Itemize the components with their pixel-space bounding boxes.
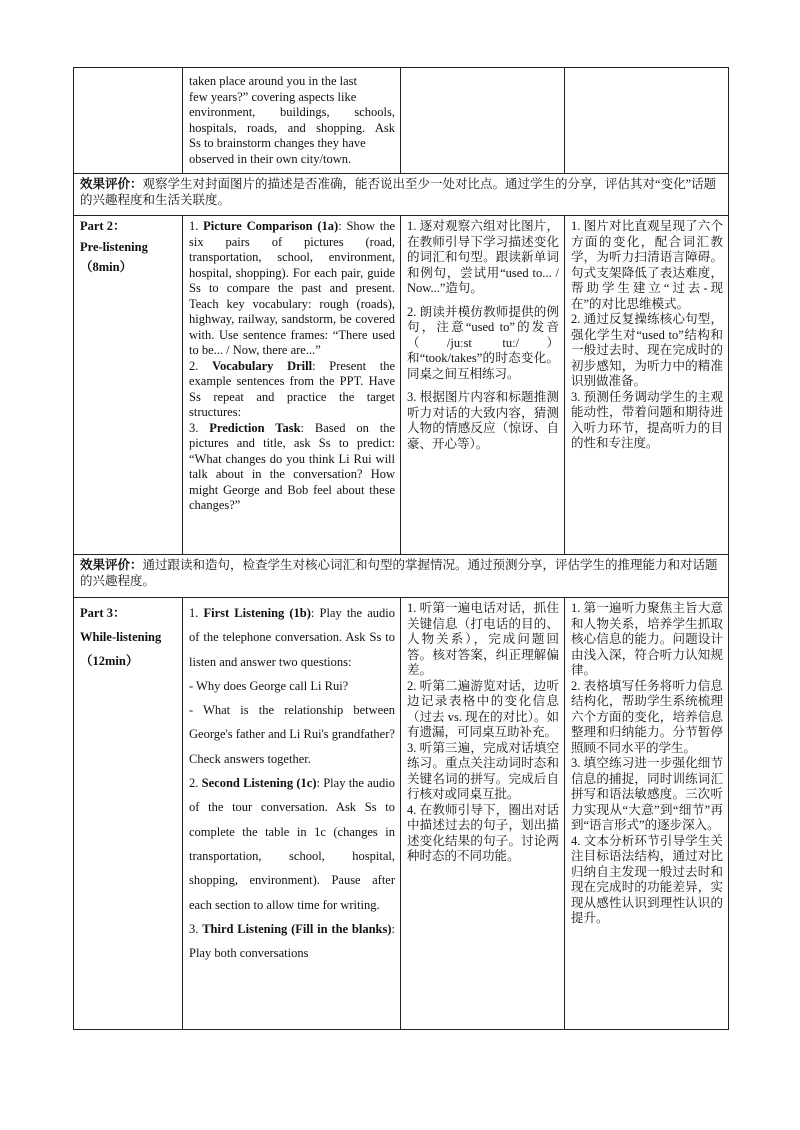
activity-step: 2. Second Listening (1c): Play the audio of the tour conversation. Ask Ss to complete the table in 1c (changes in transportation, school, hospital, shopping, environment). Pause after each section to allow time for writing. <box>189 776 396 912</box>
student-step: 1. 听第一遍电话对话，抓住关键信息（打电话的目的、人物关系），完成问题回答。核对答案，纠正理解偏差。 <box>407 601 559 677</box>
activity-line: observed in their own city/town. <box>189 151 352 166</box>
table-row-continuation <box>74 68 729 174</box>
activity-line: taken place around you in the last <box>189 74 357 88</box>
activity-note: Check answers together. <box>189 751 311 766</box>
purpose-cell <box>565 598 729 1030</box>
part-time: （8min） <box>80 260 133 274</box>
part-cell <box>74 598 183 1030</box>
table-row-part3 <box>74 598 729 1030</box>
student-step: 2. 听第二遍游览对话，边听边记录表格中的变化信息（过去 vs. 现在的对比）。如有遗漏，可同桌互助补充。 <box>407 678 559 739</box>
part-time: （12min） <box>80 654 139 668</box>
lesson-plan-table <box>73 67 729 1030</box>
part-title: Part 2： <box>80 219 126 233</box>
activity-step: 1. Picture Comparison (1a): Show the six pairs of pictures (road, transportation, school, environment, hospital, shopping). For each pair, guide Ss to compare the past and present. Teach key vocabulary: rough (roads), highway, railway, sandstorm, be covered with. Use sentence frames: “There used to be... / Now, there are...” <box>189 219 396 357</box>
step-heading: First Listening (1b) <box>203 606 311 620</box>
purpose-step: 2. 通过反复操练核心句型，强化学生对“used to”结构和一般过去时、现在完成时的初步感知，为听力中的精准识别做准备。 <box>571 312 723 388</box>
student-step: 3. 听第三遍，完成对话填空练习。重点关注动词时态和关键名词的拼写。完成后自行核对或同桌互批。 <box>407 740 559 801</box>
student-activity-cell-empty <box>401 68 565 174</box>
activity-step: 3. Third Listening (Fill in the blanks): Play both conversations <box>189 921 395 961</box>
evaluation-label: 效果评价： <box>80 558 143 572</box>
activity-step: 3. Prediction Task: Based on the pictures and title, ask Ss to predict: “What changes do you think Li Rui will talk about in the conversation? How might George and Bob feel about these changes?” <box>189 420 396 512</box>
step-heading: Vocabulary Drill <box>212 358 313 373</box>
teacher-activity-cell <box>183 598 401 1030</box>
student-step: 3. 根据图片内容和标题推测听力对话的大致内容，猜测人物的情感反应（惊讶、自豪、开心等）。 <box>407 390 559 451</box>
evaluation-text: 观察学生对封面图片的描述是否准确，能否说出至少一处对比点。通过学生的分享，评估其对“变化”话题的兴趣程度和生活关联度。 <box>80 177 717 207</box>
table-row-part2 <box>74 216 729 555</box>
activity-line: hospitals, roads, and shopping. Ask <box>189 120 395 135</box>
part-name: Pre-listening <box>80 239 148 254</box>
purpose-cell <box>565 216 729 555</box>
step-heading: Second Listening (1c) <box>201 776 317 791</box>
activity-line: Ss to brainstorm changes they have <box>189 136 366 150</box>
student-activity-cell <box>401 598 565 1030</box>
evaluation-row-1 <box>74 174 729 216</box>
student-activity-cell <box>401 216 565 555</box>
purpose-step: 3. 预测任务调动学生的主观能动性，带着问题和期待进入听力环节，提高听力的目的性和专注度。 <box>571 389 723 450</box>
step-heading: Picture Comparison (1a) <box>203 219 339 233</box>
step-heading: Third Listening (Fill in the blanks) <box>202 921 392 936</box>
part-cell-empty <box>74 68 183 174</box>
evaluation-text: 通过跟读和造句，检查学生对核心词汇和句型的掌握情况。通过预测分享，评估学生的推理能力和对话题的兴趣程度。 <box>80 558 718 588</box>
teacher-activity-cell <box>183 216 401 555</box>
evaluation-label: 效果评价： <box>80 177 143 191</box>
purpose-step: 3. 填空练习进一步强化细节信息的捕捉，同时训练词汇拼写和语法敏感度。三次听力实现从“大意”到“细节”再到“语言形式”的逐步深入。 <box>571 756 723 832</box>
activity-step: 1. First Listening (1b): Play the audio of the telephone conversation. Ask Ss to listen and answer two questions: <box>189 606 395 669</box>
evaluation-row-2 <box>74 555 729 598</box>
purpose-cell-empty <box>565 68 729 174</box>
part-name: While-listening <box>80 630 162 644</box>
teacher-activity-cell <box>183 68 401 174</box>
purpose-step: 4. 文本分析环节引导学生关注目标语法结构，通过对比归纳自主发现一般过去时和现在完成时的功能差异，实现从感性认识到理性认识的提升。 <box>571 833 723 925</box>
step-heading: Prediction Task <box>209 420 301 435</box>
purpose-step: 1. 图片对比直观呈现了六个方面的变化，配合词汇教学，为听力扫清语言障碍。句式支架降低了表达难度，帮助学生建立“过去-现在”的对比思维模式。 <box>571 219 723 311</box>
activity-question: - Why does George call Li Rui? <box>189 678 349 693</box>
activity-line: few years?” covering aspects like <box>189 89 357 104</box>
purpose-step: 1. 第一遍听力聚焦主旨大意和人物关系，培养学生抓取核心信息的能力。问题设计由浅入深，符合听力认知规律。 <box>571 601 723 677</box>
evaluation-cell <box>74 174 729 216</box>
activity-question: - What is the relationship between George's father and Li Rui's grandfather? <box>189 703 395 742</box>
part-title: Part 3： <box>80 606 126 620</box>
activity-line: environment, buildings, schools, <box>189 105 395 119</box>
purpose-step: 2. 表格填写任务将听力信息结构化，帮助学生系统梳理六个方面的变化，培养信息整理和归纳能力。分节暂停照顾不同水平的学生。 <box>571 678 723 755</box>
student-step: 4. 在教师引导下，圈出对话中描述过去的句子，划出描述变化结果的句子。讨论两种时态的不同功能。 <box>407 802 559 863</box>
student-step: 1. 逐对观察六组对比图片，在教师引导下学习描述变化的词汇和句型。跟读新单词和例句，尝试用“used to... / Now...”造句。 <box>407 219 559 295</box>
evaluation-cell <box>74 555 729 598</box>
part-cell <box>74 216 183 555</box>
activity-step: 2. Vocabulary Drill: Present the example sentences from the PPT. Have Ss repeat and practice the target structures: <box>189 358 395 419</box>
student-step: 2. 朗读并模仿教师提供的例句，注意“used to”的发音（/juːst tuː/）和“took/takes”的时态变化。同桌之间互相练习。 <box>407 304 559 381</box>
